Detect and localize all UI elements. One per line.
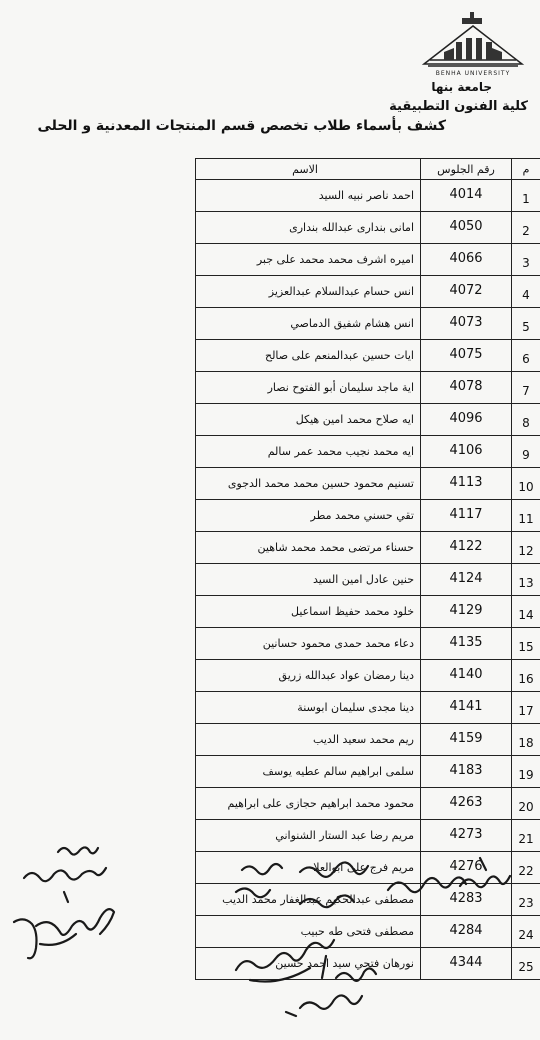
row-seat-number: 4066 bbox=[421, 244, 512, 276]
row-student-name: دينا رمضان عواد عبدالله زريق bbox=[196, 660, 421, 692]
row-student-name: مريم فرج على ابوالعلا bbox=[196, 852, 421, 884]
row-seat-number: 4344 bbox=[421, 948, 512, 980]
row-student-name: ريم محمد سعيد الديب bbox=[196, 724, 421, 756]
row-seat-number: 4113 bbox=[421, 468, 512, 500]
row-seat-number: 4050 bbox=[421, 212, 512, 244]
table-row bbox=[196, 212, 540, 244]
row-seat-number: 4117 bbox=[421, 500, 512, 532]
table-row bbox=[196, 628, 540, 660]
row-seat-number: 4122 bbox=[421, 532, 512, 564]
row-index: 15 bbox=[512, 628, 540, 660]
row-student-name: حسناء مرتضى محمد محمد شاهين bbox=[196, 532, 421, 564]
header-name: الاسم bbox=[196, 159, 421, 180]
row-index: 1 bbox=[512, 180, 540, 212]
table-row bbox=[196, 308, 540, 340]
row-index: 4 bbox=[512, 276, 540, 308]
row-seat-number: 4096 bbox=[421, 404, 512, 436]
table-row bbox=[196, 724, 540, 756]
row-student-name: احمد ناصر نبيه السيد bbox=[196, 180, 421, 212]
row-index: 18 bbox=[512, 724, 540, 756]
table-row bbox=[196, 596, 540, 628]
table-row bbox=[196, 340, 540, 372]
row-index: 2 bbox=[512, 212, 540, 244]
row-seat-number: 4159 bbox=[421, 724, 512, 756]
document-title: كشف بأسماء طلاب تخصص قسم المنتجات المعدنية و الحلى bbox=[37, 118, 446, 134]
row-seat-number: 4124 bbox=[421, 564, 512, 596]
row-seat-number: 4129 bbox=[421, 596, 512, 628]
row-student-name: خلود محمد حفيظ اسماعيل bbox=[196, 596, 421, 628]
row-seat-number: 4284 bbox=[421, 916, 512, 948]
row-index: 23 bbox=[512, 884, 540, 916]
row-index: 13 bbox=[512, 564, 540, 596]
row-index: 17 bbox=[512, 692, 540, 724]
row-index: 16 bbox=[512, 660, 540, 692]
faculty-name: كلية الفنون التطبيقية bbox=[389, 99, 528, 114]
row-student-name: تسنيم محمود حسين محمد محمد الدجوى bbox=[196, 468, 421, 500]
table-row bbox=[196, 372, 540, 404]
row-seat-number: 4183 bbox=[421, 756, 512, 788]
row-seat-number: 4283 bbox=[421, 884, 512, 916]
row-index: 8 bbox=[512, 404, 540, 436]
table-row bbox=[196, 436, 540, 468]
row-student-name: تقي حسني محمد مطر bbox=[196, 500, 421, 532]
row-student-name: سلمى ابراهيم سالم عطيه يوسف bbox=[196, 756, 421, 788]
header-index: م bbox=[512, 159, 540, 180]
row-student-name: مريم رضا عبد الستار الشنواني bbox=[196, 820, 421, 852]
row-index: 20 bbox=[512, 788, 540, 820]
row-student-name: مصطفى فتحى طه حبيب bbox=[196, 916, 421, 948]
row-student-name: ايه محمد نجيب محمد عمر سالم bbox=[196, 436, 421, 468]
row-student-name: دينا مجدى سليمان ابوسنة bbox=[196, 692, 421, 724]
row-student-name: نورهان فتحي سيد احمد حسين bbox=[196, 948, 421, 980]
row-seat-number: 4276 bbox=[421, 852, 512, 884]
table-row bbox=[196, 788, 540, 820]
row-seat-number: 4273 bbox=[421, 820, 512, 852]
row-seat-number: 4072 bbox=[421, 276, 512, 308]
row-index: 14 bbox=[512, 596, 540, 628]
university-logo bbox=[418, 8, 528, 78]
table-row bbox=[196, 468, 540, 500]
row-index: 6 bbox=[512, 340, 540, 372]
row-index: 25 bbox=[512, 948, 540, 980]
table-row bbox=[196, 244, 540, 276]
row-index: 22 bbox=[512, 852, 540, 884]
row-seat-number: 4075 bbox=[421, 340, 512, 372]
row-student-name: انس حسام عبدالسلام عبدالعزيز bbox=[196, 276, 421, 308]
row-student-name: مصطفى عبدالحكيم عبدالغفار محمد الديب bbox=[196, 884, 421, 916]
row-index: 5 bbox=[512, 308, 540, 340]
table-row bbox=[196, 276, 540, 308]
row-index: 24 bbox=[512, 916, 540, 948]
row-seat-number: 4078 bbox=[421, 372, 512, 404]
row-index: 19 bbox=[512, 756, 540, 788]
row-seat-number: 4141 bbox=[421, 692, 512, 724]
table-row bbox=[196, 532, 540, 564]
table-row bbox=[196, 180, 540, 212]
university-name: جامعة بنها bbox=[431, 80, 492, 94]
table-header-row bbox=[196, 159, 540, 180]
svg-text:BENHA UNIVERSITY: BENHA UNIVERSITY bbox=[435, 70, 511, 77]
row-seat-number: 4140 bbox=[421, 660, 512, 692]
row-index: 9 bbox=[512, 436, 540, 468]
row-student-name: حنين عادل امين السيد bbox=[196, 564, 421, 596]
row-student-name: اية ماجد سليمان أبو الفتوح نصار bbox=[196, 372, 421, 404]
row-index: 21 bbox=[512, 820, 540, 852]
table-row bbox=[196, 756, 540, 788]
left-approval-signature bbox=[14, 847, 114, 958]
row-index: 11 bbox=[512, 500, 540, 532]
header-seat-number: رقم الجلوس bbox=[421, 159, 512, 180]
row-student-name: ايه صلاح محمد امين هيكل bbox=[196, 404, 421, 436]
row-student-name: محمود محمد ابراهيم حجازى على ابراهيم bbox=[196, 788, 421, 820]
row-student-name: امانى بندارى عبدالله بندارى bbox=[196, 212, 421, 244]
row-index: 12 bbox=[512, 532, 540, 564]
table-row bbox=[196, 564, 540, 596]
row-seat-number: 4014 bbox=[421, 180, 512, 212]
row-seat-number: 4135 bbox=[421, 628, 512, 660]
row-index: 3 bbox=[512, 244, 540, 276]
row-student-name: دعاء محمد حمدى محمود حسانين bbox=[196, 628, 421, 660]
table-row bbox=[196, 660, 540, 692]
row-seat-number: 4106 bbox=[421, 436, 512, 468]
signatures-area bbox=[0, 830, 540, 1040]
table-row bbox=[196, 500, 540, 532]
table-row bbox=[196, 692, 540, 724]
row-seat-number: 4073 bbox=[421, 308, 512, 340]
row-index: 7 bbox=[512, 372, 540, 404]
row-student-name: انس هشام شفيق الدماصي bbox=[196, 308, 421, 340]
row-student-name: اميره اشرف محمد محمد على جبر bbox=[196, 244, 421, 276]
right-approval-signature bbox=[236, 858, 510, 1016]
row-index: 10 bbox=[512, 468, 540, 500]
row-seat-number: 4263 bbox=[421, 788, 512, 820]
table-row bbox=[196, 404, 540, 436]
row-student-name: ايات حسين عبدالمنعم على صالح bbox=[196, 340, 421, 372]
